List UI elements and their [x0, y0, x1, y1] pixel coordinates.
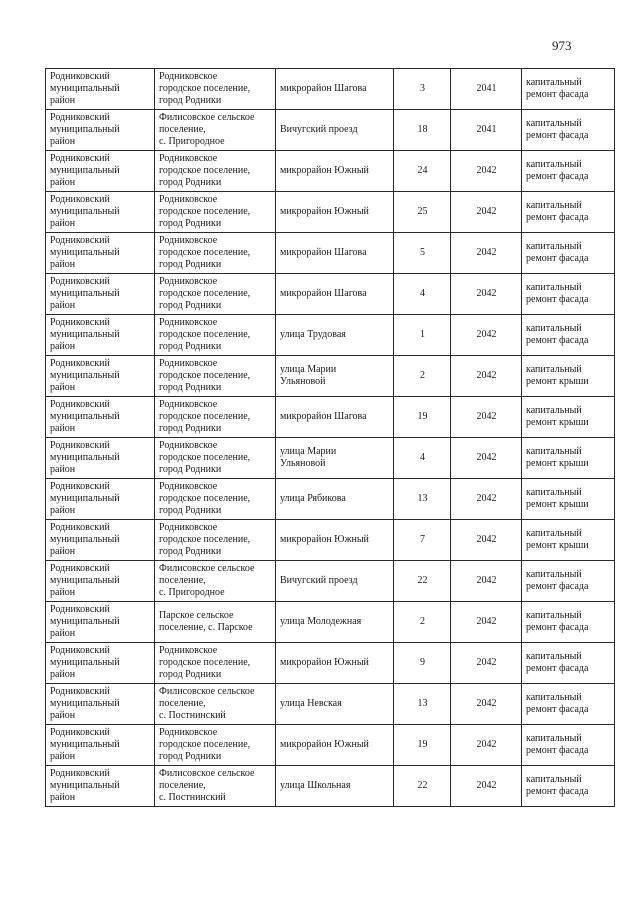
house-number-cell-text: 18: [417, 124, 428, 135]
house-number-cell-text: 1: [420, 329, 425, 340]
settlement-cell: [155, 110, 276, 151]
year-cell-text: 2042: [476, 452, 497, 463]
settlement-cell: [155, 561, 276, 602]
district-cell-text: Родниковский муниципальный район: [50, 194, 120, 229]
district-cell: [46, 192, 155, 233]
settlement-cell: [155, 684, 276, 725]
table-row: [46, 274, 615, 315]
district-cell-text: Родниковский муниципальный район: [50, 112, 120, 147]
district-cell-text: Родниковский муниципальный район: [50, 768, 120, 803]
street-cell-text: улица Трудовая: [280, 329, 346, 340]
year-cell: [451, 315, 522, 356]
work-type-cell: [522, 233, 615, 274]
street-cell-text: улица Рябикова: [280, 493, 346, 504]
house-number-cell-text: 19: [417, 739, 428, 750]
year-cell: [451, 151, 522, 192]
district-cell-text: Родниковский муниципальный район: [50, 235, 120, 270]
settlement-cell: [155, 766, 276, 807]
work-type-cell: [522, 69, 615, 110]
street-cell: [276, 356, 394, 397]
house-number-cell-text: 22: [417, 575, 428, 586]
year-cell-text: 2042: [476, 370, 497, 381]
street-cell-text: микрорайон Южный: [280, 739, 369, 750]
table-row: [46, 684, 615, 725]
district-cell: [46, 643, 155, 684]
district-cell-text: Родниковский муниципальный район: [50, 645, 120, 680]
house-number-cell-text: 2: [420, 370, 425, 381]
street-cell-text: микрорайон Южный: [280, 657, 369, 668]
street-cell: [276, 110, 394, 151]
table-row: [46, 151, 615, 192]
street-cell: [276, 561, 394, 602]
house-number-cell: [394, 479, 451, 520]
district-cell: [46, 438, 155, 479]
table-row: [46, 602, 615, 643]
street-cell: [276, 69, 394, 110]
street-cell: [276, 274, 394, 315]
district-cell-text: Родниковский муниципальный район: [50, 522, 120, 557]
table-row: [46, 438, 615, 479]
house-number-cell: [394, 602, 451, 643]
settlement-cell-text: Филисовское сельское поселение, с. Постнинский: [159, 768, 255, 803]
year-cell-text: 2042: [476, 616, 497, 627]
district-cell-text: Родниковский муниципальный район: [50, 358, 120, 393]
work-type-cell-text: капитальный ремонт фасада: [526, 651, 589, 674]
settlement-cell: [155, 438, 276, 479]
work-type-cell-text: капитальный ремонт фасада: [526, 282, 589, 305]
year-cell: [451, 561, 522, 602]
table-row: [46, 643, 615, 684]
work-type-cell: [522, 151, 615, 192]
settlement-cell: [155, 356, 276, 397]
settlement-cell: [155, 397, 276, 438]
work-type-cell-text: капитальный ремонт фасада: [526, 610, 589, 633]
year-cell: [451, 684, 522, 725]
work-type-cell: [522, 725, 615, 766]
house-number-cell: [394, 356, 451, 397]
district-cell: [46, 520, 155, 561]
district-cell-text: Родниковский муниципальный район: [50, 399, 120, 434]
work-type-cell-text: капитальный ремонт фасада: [526, 241, 589, 264]
house-number-cell: [394, 69, 451, 110]
year-cell: [451, 356, 522, 397]
settlement-cell-text: Родниковское городское поселение, город Родники: [159, 522, 251, 557]
house-number-cell: [394, 233, 451, 274]
settlement-cell-text: Родниковское городское поселение, город Родники: [159, 153, 251, 188]
district-cell: [46, 602, 155, 643]
work-type-cell-text: капитальный ремонт крыши: [526, 405, 589, 428]
table-body: [46, 69, 615, 807]
street-cell-text: улица Марии Ульяновой: [280, 446, 337, 469]
street-cell-text: микрорайон Южный: [280, 206, 369, 217]
house-number-cell-text: 4: [420, 452, 425, 463]
district-cell-text: Родниковский муниципальный район: [50, 317, 120, 352]
street-cell-text: Вичугский проезд: [280, 575, 358, 586]
street-cell: [276, 192, 394, 233]
settlement-cell-text: Родниковское городское поселение, город Родники: [159, 727, 251, 762]
settlement-cell: [155, 69, 276, 110]
settlement-cell: [155, 151, 276, 192]
house-number-cell: [394, 684, 451, 725]
house-number-cell-text: 2: [420, 616, 425, 627]
year-cell-text: 2042: [476, 575, 497, 586]
street-cell: [276, 315, 394, 356]
building-repair-table: [45, 68, 615, 807]
settlement-cell-text: Родниковское городское поселение, город Родники: [159, 440, 251, 475]
house-number-cell-text: 7: [420, 534, 425, 545]
year-cell: [451, 766, 522, 807]
work-type-cell-text: капитальный ремонт крыши: [526, 446, 589, 469]
table-row: [46, 397, 615, 438]
table-row: [46, 561, 615, 602]
house-number-cell-text: 24: [417, 165, 428, 176]
work-type-cell: [522, 356, 615, 397]
house-number-cell-text: 9: [420, 657, 425, 668]
district-cell-text: Родниковский муниципальный район: [50, 71, 120, 106]
work-type-cell-text: капитальный ремонт фасада: [526, 692, 589, 715]
district-cell: [46, 356, 155, 397]
work-type-cell: [522, 766, 615, 807]
year-cell: [451, 479, 522, 520]
settlement-cell: [155, 315, 276, 356]
work-type-cell: [522, 274, 615, 315]
work-type-cell: [522, 192, 615, 233]
street-cell-text: Вичугский проезд: [280, 124, 358, 135]
settlement-cell: [155, 520, 276, 561]
street-cell-text: микрорайон Шагова: [280, 411, 367, 422]
street-cell: [276, 684, 394, 725]
year-cell-text: 2042: [476, 739, 497, 750]
year-cell: [451, 602, 522, 643]
work-type-cell: [522, 684, 615, 725]
year-cell-text: 2042: [476, 247, 497, 258]
table-row: [46, 479, 615, 520]
work-type-cell: [522, 520, 615, 561]
settlement-cell-text: Родниковское городское поселение, город Родники: [159, 317, 251, 352]
page-number: 973: [552, 38, 572, 53]
house-number-cell: [394, 520, 451, 561]
work-type-cell-text: капитальный ремонт фасада: [526, 77, 589, 100]
year-cell-text: 2042: [476, 206, 497, 217]
table-row: [46, 192, 615, 233]
district-cell: [46, 725, 155, 766]
table-row: [46, 356, 615, 397]
street-cell: [276, 643, 394, 684]
district-cell: [46, 766, 155, 807]
year-cell: [451, 110, 522, 151]
year-cell: [451, 725, 522, 766]
work-type-cell: [522, 110, 615, 151]
house-number-cell: [394, 643, 451, 684]
table-row: [46, 315, 615, 356]
district-cell: [46, 684, 155, 725]
house-number-cell: [394, 561, 451, 602]
settlement-cell-text: Родниковское городское поселение, город Родники: [159, 194, 251, 229]
district-cell-text: Родниковский муниципальный район: [50, 481, 120, 516]
street-cell-text: улица Школьная: [280, 780, 351, 791]
work-type-cell-text: капитальный ремонт фасада: [526, 323, 589, 346]
year-cell-text: 2042: [476, 493, 497, 504]
settlement-cell-text: Парское сельское поселение, с. Парское: [159, 610, 253, 633]
year-cell-text: 2042: [476, 534, 497, 545]
settlement-cell-text: Филисовское сельское поселение, с. Пригородное: [159, 112, 255, 147]
table-row: [46, 725, 615, 766]
house-number-cell: [394, 766, 451, 807]
work-type-cell: [522, 315, 615, 356]
street-cell-text: микрорайон Южный: [280, 534, 369, 545]
settlement-cell: [155, 274, 276, 315]
district-cell-text: Родниковский муниципальный район: [50, 604, 120, 639]
district-cell: [46, 397, 155, 438]
table-row: [46, 520, 615, 561]
house-number-cell: [394, 274, 451, 315]
house-number-cell-text: 3: [420, 83, 425, 94]
street-cell: [276, 438, 394, 479]
settlement-cell-text: Родниковское городское поселение, город Родники: [159, 481, 251, 516]
street-cell: [276, 397, 394, 438]
street-cell-text: улица Марии Ульяновой: [280, 364, 337, 387]
table-row: [46, 110, 615, 151]
house-number-cell: [394, 151, 451, 192]
house-number-cell: [394, 438, 451, 479]
work-type-cell-text: капитальный ремонт фасада: [526, 118, 589, 141]
year-cell-text: 2042: [476, 165, 497, 176]
year-cell-text: 2042: [476, 411, 497, 422]
street-cell: [276, 151, 394, 192]
house-number-cell-text: 22: [417, 780, 428, 791]
work-type-cell-text: капитальный ремонт крыши: [526, 487, 589, 510]
district-cell: [46, 479, 155, 520]
table-row: [46, 233, 615, 274]
district-cell: [46, 561, 155, 602]
work-type-cell: [522, 479, 615, 520]
work-type-cell: [522, 561, 615, 602]
street-cell: [276, 766, 394, 807]
work-type-cell-text: капитальный ремонт фасада: [526, 200, 589, 223]
street-cell-text: микрорайон Шагова: [280, 83, 367, 94]
house-number-cell: [394, 725, 451, 766]
house-number-cell: [394, 192, 451, 233]
work-type-cell-text: капитальный ремонт фасада: [526, 569, 589, 592]
street-cell: [276, 479, 394, 520]
house-number-cell-text: 13: [417, 493, 428, 504]
year-cell-text: 2042: [476, 780, 497, 791]
district-cell: [46, 274, 155, 315]
district-cell: [46, 69, 155, 110]
district-cell: [46, 151, 155, 192]
year-cell-text: 2042: [476, 657, 497, 668]
district-cell-text: Родниковский муниципальный район: [50, 440, 120, 475]
year-cell: [451, 192, 522, 233]
settlement-cell: [155, 602, 276, 643]
work-type-cell-text: капитальный ремонт крыши: [526, 364, 589, 387]
year-cell: [451, 438, 522, 479]
street-cell-text: улица Невская: [280, 698, 342, 709]
settlement-cell-text: Родниковское городское поселение, город Родники: [159, 276, 251, 311]
settlement-cell-text: Родниковское городское поселение, город Родники: [159, 235, 251, 270]
year-cell: [451, 274, 522, 315]
year-cell: [451, 520, 522, 561]
street-cell-text: улица Молодежная: [280, 616, 362, 627]
work-type-cell: [522, 643, 615, 684]
house-number-cell-text: 13: [417, 698, 428, 709]
settlement-cell: [155, 233, 276, 274]
district-cell: [46, 315, 155, 356]
street-cell-text: микрорайон Шагова: [280, 288, 367, 299]
house-number-cell-text: 4: [420, 288, 425, 299]
street-cell: [276, 520, 394, 561]
house-number-cell-text: 25: [417, 206, 428, 217]
work-type-cell: [522, 602, 615, 643]
district-cell-text: Родниковский муниципальный район: [50, 686, 120, 721]
district-cell-text: Родниковский муниципальный район: [50, 727, 120, 762]
year-cell: [451, 69, 522, 110]
district-cell: [46, 233, 155, 274]
year-cell-text: 2041: [476, 124, 497, 135]
district-cell-text: Родниковский муниципальный район: [50, 153, 120, 188]
street-cell: [276, 233, 394, 274]
district-cell-text: Родниковский муниципальный район: [50, 276, 120, 311]
year-cell: [451, 643, 522, 684]
year-cell-text: 2042: [476, 329, 497, 340]
work-type-cell: [522, 397, 615, 438]
settlement-cell: [155, 643, 276, 684]
street-cell-text: микрорайон Южный: [280, 165, 369, 176]
settlement-cell-text: Филисовское сельское поселение, с. Пригородное: [159, 563, 255, 598]
settlement-cell-text: Родниковское городское поселение, город Родники: [159, 71, 251, 106]
street-cell-text: микрорайон Шагова: [280, 247, 367, 258]
work-type-cell-text: капитальный ремонт фасада: [526, 733, 589, 756]
work-type-cell-text: капитальный ремонт фасада: [526, 774, 589, 797]
year-cell-text: 2041: [476, 83, 497, 94]
settlement-cell-text: Родниковское городское поселение, город Родники: [159, 399, 251, 434]
table-row: [46, 766, 615, 807]
work-type-cell-text: капитальный ремонт крыши: [526, 528, 589, 551]
settlement-cell: [155, 725, 276, 766]
settlement-cell-text: Родниковское городское поселение, город Родники: [159, 645, 251, 680]
house-number-cell: [394, 397, 451, 438]
house-number-cell-text: 19: [417, 411, 428, 422]
district-cell: [46, 110, 155, 151]
work-type-cell: [522, 438, 615, 479]
work-type-cell-text: капитальный ремонт фасада: [526, 159, 589, 182]
year-cell: [451, 233, 522, 274]
street-cell: [276, 725, 394, 766]
settlement-cell-text: Филисовское сельское поселение, с. Постнинский: [159, 686, 255, 721]
district-cell-text: Родниковский муниципальный район: [50, 563, 120, 598]
settlement-cell: [155, 479, 276, 520]
settlement-cell-text: Родниковское городское поселение, город Родники: [159, 358, 251, 393]
settlement-cell: [155, 192, 276, 233]
year-cell-text: 2042: [476, 698, 497, 709]
street-cell: [276, 602, 394, 643]
year-cell: [451, 397, 522, 438]
house-number-cell: [394, 315, 451, 356]
house-number-cell: [394, 110, 451, 151]
table-row: [46, 69, 615, 110]
house-number-cell-text: 5: [420, 247, 425, 258]
year-cell-text: 2042: [476, 288, 497, 299]
